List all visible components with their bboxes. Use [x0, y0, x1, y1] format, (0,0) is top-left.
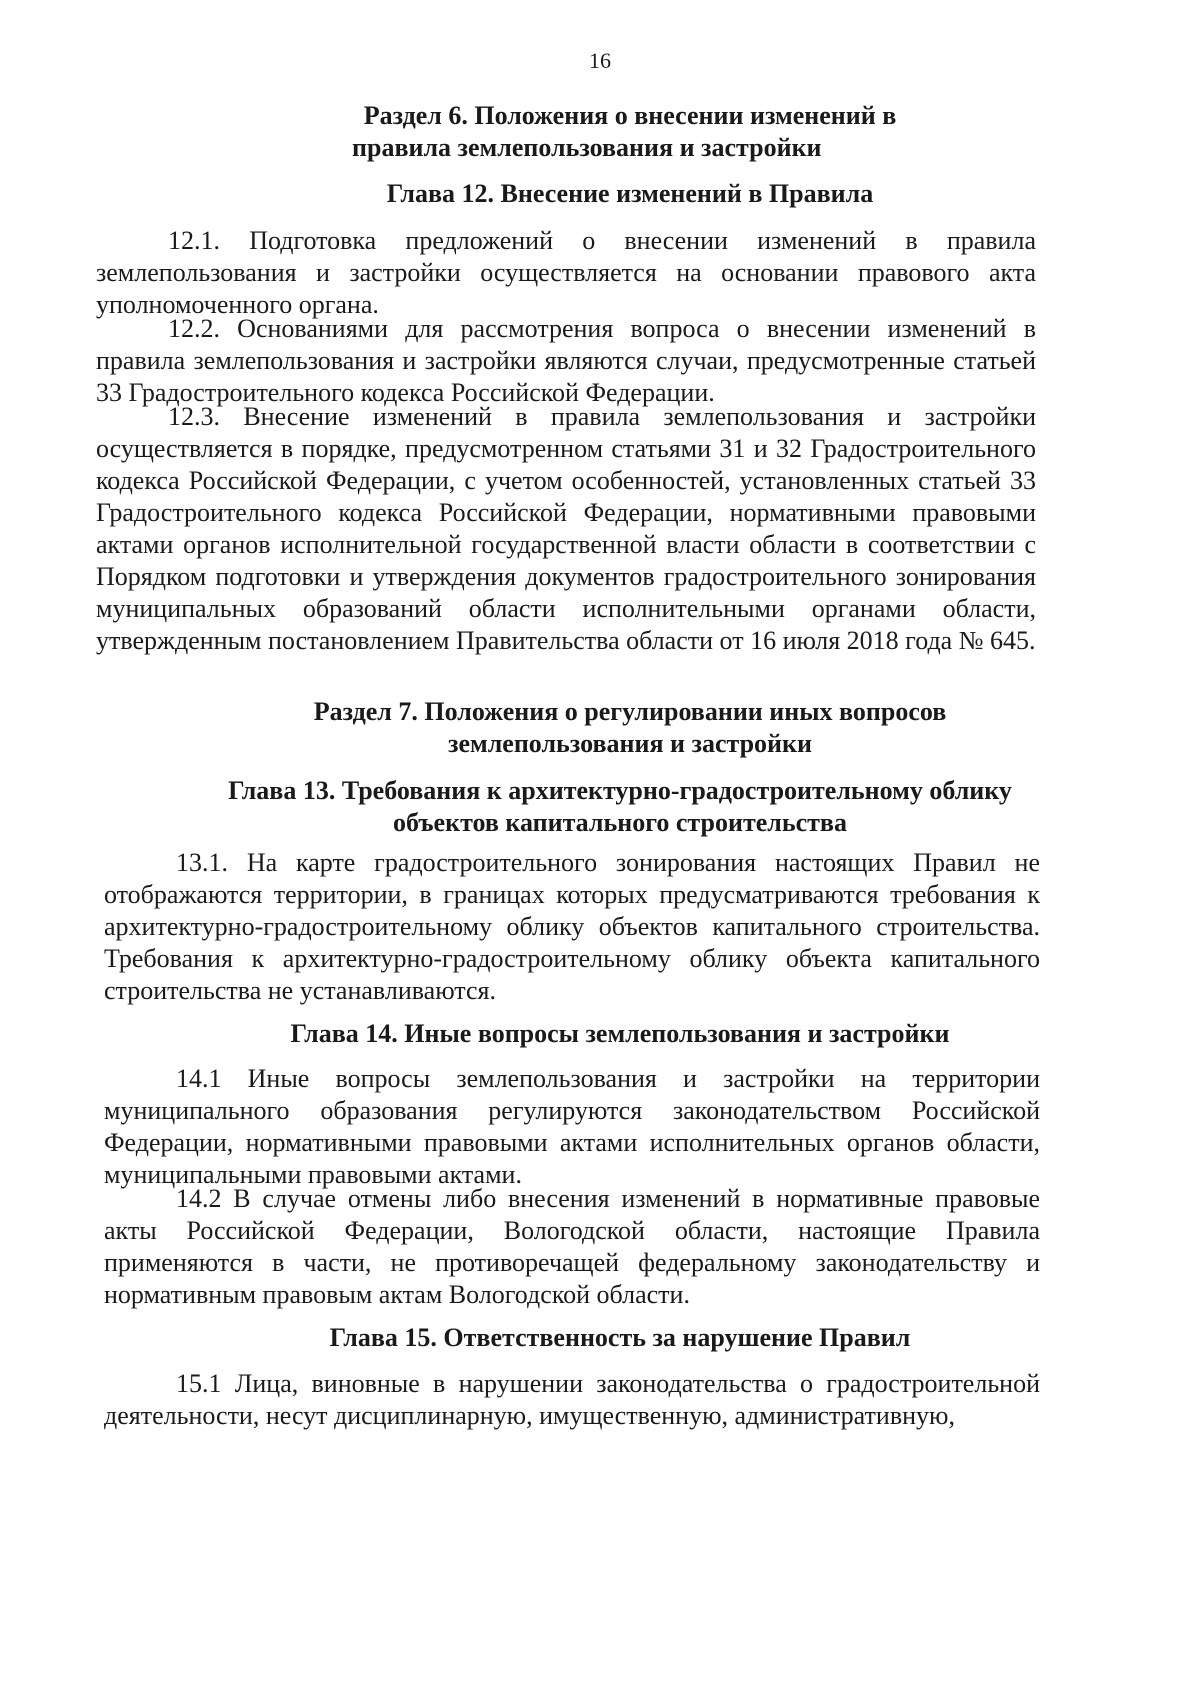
paragraph-12-1	[96, 225, 1036, 321]
section-6-title-line2: правила землепользования и застройки	[352, 133, 822, 162]
paragraph-12-3	[96, 401, 1036, 657]
paragraph-text: 15.1 Лица, виновные в нарушении законодательства о градостроительной деятельности, несут дисциплинарную, имущественную, административную,	[104, 1369, 1040, 1430]
paragraph-15-1	[104, 1368, 1040, 1432]
paragraph-text: 12.2. Основаниями для рассмотрения вопроса о внесении изменений в правила землепользования и застройки являются случаи, предусмотренные статьей 33 Градостроительного кодекса Российской Федерации.	[96, 314, 1036, 407]
paragraph-text: 14.2 В случае отмены либо внесения изменений в нормативные правовые акты Российской Федерации, Вологодской области, настоящие Правила применяются в части, не противоречащей федеральному законодательству и нормативным правовым актам Вологодской области.	[104, 1184, 1040, 1309]
chapter-13-title-line2: объектов капитального строительства	[393, 808, 847, 837]
chapter-13-title-line1: Глава 13. Требования к архитектурно-градостроительному облику	[228, 776, 1012, 805]
chapter-15-title: Глава 15. Ответственность за нарушение Правил	[329, 1323, 911, 1352]
paragraph-13-1	[104, 847, 1040, 1007]
chapter-13-title	[160, 775, 1080, 839]
paragraph-text: 14.1 Иные вопросы землепользования и застройки на территории муниципального образования регулируются законодательством Российской Федерации, нормативными правовыми актами исполнительных органов области, муниципальными правовыми актами.	[104, 1064, 1040, 1189]
paragraph-text: 13.1. На карте градостроительного зонирования настоящих Правил не отображаются территории, в границах которых предусматриваются требования к архитектурно-градостроительному облику объектов капитального строительства. Требования к архитектурно-градостроительному облику объекта капитального строительства не устанавливаются.	[104, 848, 1040, 1005]
section-6-title	[300, 100, 960, 164]
page-number: 16	[589, 48, 611, 73]
paragraph-text: 12.1. Подготовка предложений о внесении изменений в правила землепользования и застройки осуществляется на основании правового акта уполномоченного органа.	[96, 226, 1036, 319]
chapter-14-title: Глава 14. Иные вопросы землепользования и застройки	[290, 1019, 950, 1048]
section-7-title-line2: землепользования и застройки	[448, 729, 812, 758]
section-7-title-line1: Раздел 7. Положения о регулировании иных вопросов	[313, 697, 947, 726]
paragraph-14-1	[104, 1063, 1040, 1191]
chapter-12-title: Глава 12. Внесение изменений в Правила	[386, 179, 874, 208]
paragraph-12-2	[96, 313, 1036, 409]
paragraph-14-2	[104, 1183, 1040, 1311]
section-7-title	[250, 696, 1010, 760]
section-6-title-line1: Раздел 6. Положения о внесении изменений в	[363, 101, 897, 130]
paragraph-text: 12.3. Внесение изменений в правила землепользования и застройки осуществляется в порядке, предусмотренном статьями 31 и 32 Градостроительного кодекса Российской Федерации, с учетом особенностей, установленных статьей 33 Градостроительного кодекса Российской Федерации, нормативными правовыми актами органов исполнительной государственной власти области в соответствии с Порядком подготовки и утверждения документов градостроительного зонирования муниципальных образований области исполнительными органами области, утвержденным постановлением Правительства области от 16 июля 2018 года № 645.	[96, 402, 1036, 655]
